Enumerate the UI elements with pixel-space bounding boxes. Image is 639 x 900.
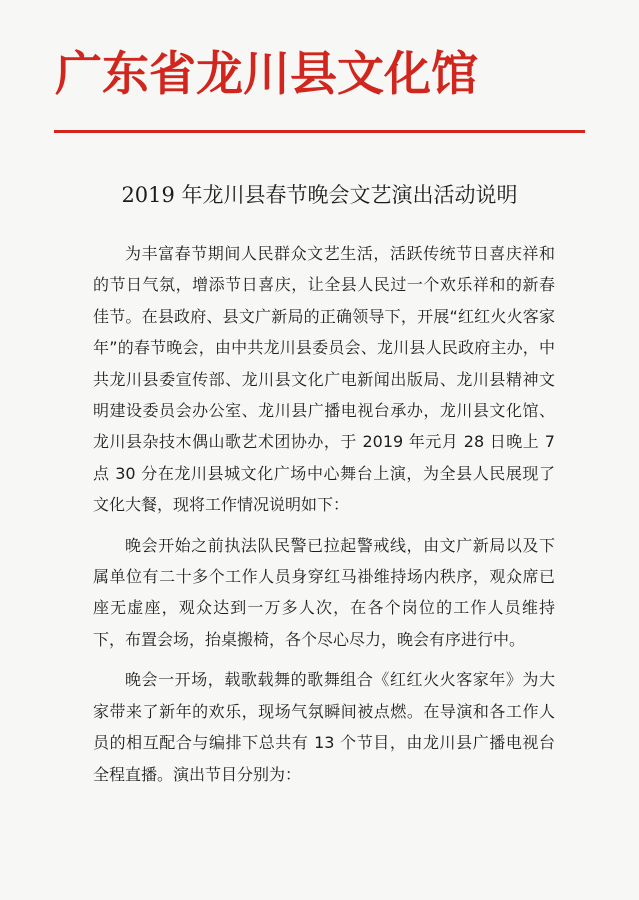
organization-letterhead: 广东省龙川县文化馆 — [55, 47, 478, 102]
body-paragraph: 晚会开始之前执法队民警已拉起警戒线，由文广新局以及下属单位有二十多个工作人员身穿红马褂维持场内秩序，观众席已座无虚座，观众达到一万多人次，在各个岗位的工作人员维持下，布置会场，抬桌搬椅，各个尽心尽力，晚会有序进行中。 — [93, 535, 555, 649]
body-paragraph: 为丰富春节期间人民群众文艺生活，活跃传统节日喜庆祥和的节日气氛，增添节日喜庆，让全县人民过一个欢乐祥和的新春佳节。在县政府、县文广新局的正确领导下，开展“红红火火客家年”的春节晚会，由中共龙川县委员会、龙川县人民政府主办，中共龙川县委宣传部、龙川县文化广电新闻出版局、龙川县精神文明建设委员会办公室、龙川县广播电视台承办，龙川县文化馆、龙川县杂技木偶山歌艺术团协办，于 2019 年元月 28 日晚上 7 点 30 分在龙川县城文化广场中心舞台上演，为全县人民展现了文化大餐，现将工作情况说明如下： — [93, 244, 555, 515]
document-title: 2019 年龙川县春节晚会文艺演出活动说明 — [121, 183, 518, 207]
letterhead-divider — [54, 130, 585, 133]
document-body — [93, 238, 555, 790]
body-paragraph: 晚会一开场，载歌载舞的歌舞组合《红红火火客家年》为大家带来了新年的欢乐，现场气氛瞬间被点燃。在导演和各工作人员的相互配合与编排下总共有 13 个节目，由龙川县广播电视台全程直播。演出节目分别为： — [93, 670, 555, 784]
